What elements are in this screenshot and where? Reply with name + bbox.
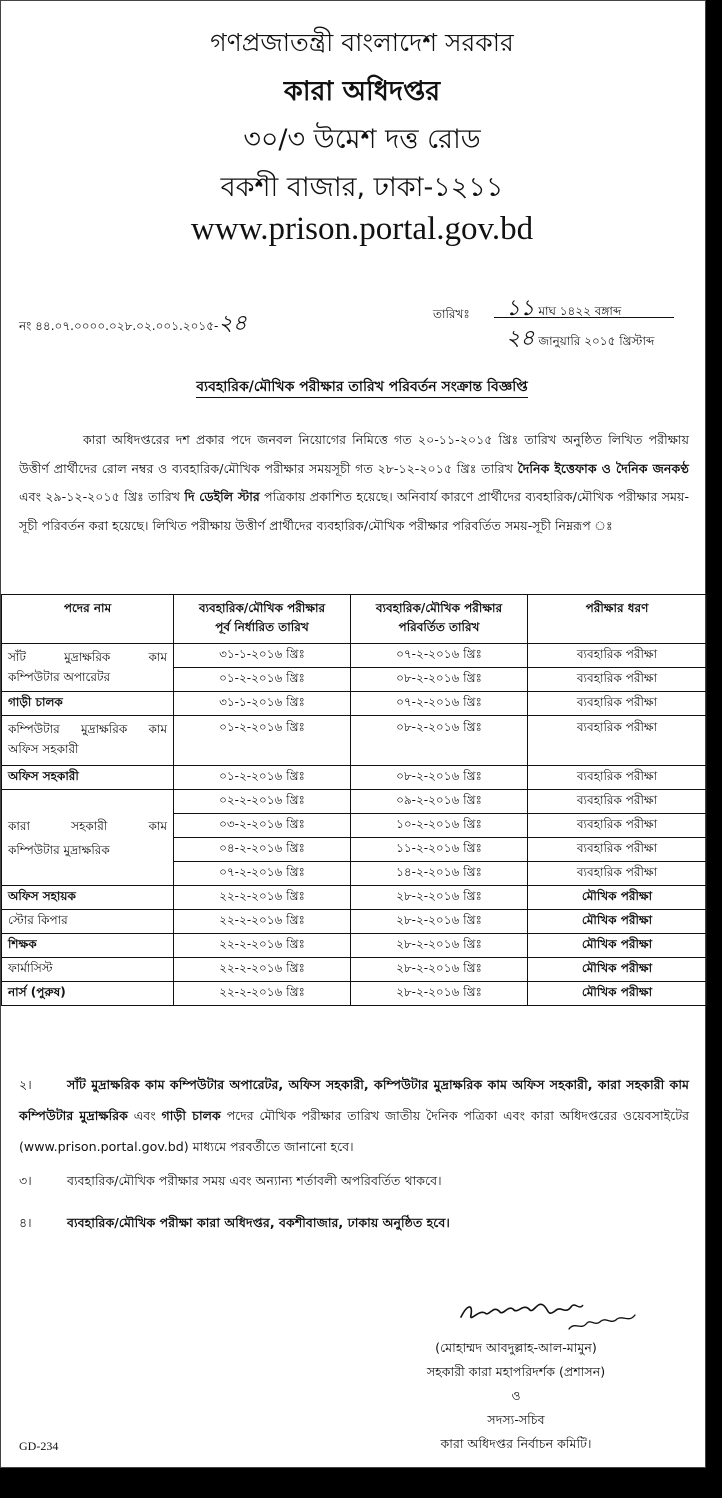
signatory-committee: কারা অধিদপ্তর নির্বাচন কমিটি। [440, 1436, 592, 1451]
table-row: নার্স (পুরুষ) ২২-২-২০১৬ খ্রিঃ ২৮-২-২০১৬ খ্রিঃ মৌখিক পরীক্ষা [2, 982, 707, 1006]
table-row: স্টোর কিপার ২২-২-২০১৬ খ্রিঃ ২৮-২-২০১৬ খ্রিঃ মৌখিক পরীক্ষা [2, 910, 707, 934]
intro-paragraph: কারা অধিদপ্তরের দশ প্রকার পদে জনবল নিয়োগের নিমিত্তে গত ২০-১১-২০১৫ খ্রিঃ তারিখ অনুষ্ঠিত লিখিত পরীক্ষায় উত্তীর্ণ প্রার্থীদের রোল নম্বর ও ব্যবহারিক/মৌখিক পরীক্ষার সময়সূচী গত ২৮-১২-২০১৫ খ্রিঃ তারিখ দৈনিক ইত্তেফাক ও দৈনিক জনকণ্ঠ এবং ২৯-১২-২০১৫ খ্রিঃ তারিখ দি ডেইলি স্টার পত্রিকায় প্রকাশিত হয়েছে। অনিবার্য কারণে প্রার্থীদের ব্যবহারিক/মৌখিক পরীক্ষার সময়-সূচী পরিবর্তন করা হয়েছে। লিখিত পরীক্ষায় উত্তীর্ণ প্রার্থীদের ব্যবহারিক/মৌখিক পরীক্ষার পরিবর্তিত সময়-সূচী নিম্নরূপ ঃ [19, 432, 689, 533]
paragraph-2: ২। সাঁট মুদ্রাক্ষরিক কাম কম্পিউটার অপারেটর, অফিস সহকারী, কম্পিউটার মুদ্রাক্ষরিক কাম অফিস সহকারী, কারা সহকারী কাম কম্পিউটার মুদ্রাক্ষরিক এবং গাড়ী চালক পদের মৌখিক পরীক্ষার তারিখ জাতীয় দৈনিক পত্রিকা এবং কারা অধিদপ্তরের ওয়েবসাইটের (www.prison.portal.gov.bd) মাধ্যমে পরবর্তীতে জানানো হবে। [19, 1077, 690, 1154]
table-row: ফার্মাসিস্ট ২২-২-২০১৬ খ্রিঃ ২৮-২-২০১৬ খ্রিঃ মৌখিক পরীক্ষা [2, 958, 707, 982]
memo-number-handwritten: ২৪ [218, 311, 247, 336]
signatory-designation: সহকারী কারা মহাপরিদর্শক (প্রশাসন) [426, 1364, 606, 1379]
address-line-2: বকশী বাজার, ঢাকা-১২১১ [220, 172, 504, 203]
table-row: ০৩-২-২০১৬ খ্রিঃ ১০-২-২০১৬ খ্রিঃ ব্যবহারিক পরীক্ষা [2, 814, 707, 838]
paragraph-4: ৪। ব্যবহারিক/মৌখিক পরীক্ষা কারা অধিদপ্তর, বকশীবাজার, ঢাকায় অনুষ্ঠিত হবে। [19, 1215, 450, 1230]
table-row: ০৭-২-২০১৬ খ্রিঃ ১৪-২-২০১৬ খ্রিঃ ব্যবহারিক পরীক্ষা [2, 862, 707, 886]
memo-number-prefix: নং ৪৪.০৭.০০০০.০২৮.০২.০০১.২০১৫- [19, 319, 219, 333]
signature-mark [453, 1287, 653, 1339]
schedule-table [1, 594, 707, 1006]
notice-subject: ব্যবহারিক/মৌখিক পরীক্ষার তারিখ পরিবর্তন সংক্রান্ত বিজ্ঞপ্তি [1, 375, 722, 399]
table-row: সাঁট মুদ্রাক্ষরিক কাম কম্পিউটার অপারেটর ৩১-১-২০১৬ খ্রিঃ ০৭-২-২০১৬ খ্রিঃ ব্যবহারিক পরীক্ষা [2, 644, 707, 668]
signatory-and: ও [511, 1388, 521, 1403]
table-row: ০৪-২-২০১৬ খ্রিঃ ১১-২-২০১৬ খ্রিঃ ব্যবহারিক পরীক্ষা [2, 838, 707, 862]
header-exam-type: পরীক্ষার ধরণ [528, 595, 707, 644]
website-url[interactable]: www.prison.portal.gov.bd [190, 211, 534, 247]
date-label: তারিখঃ [433, 307, 470, 321]
date-divider [494, 317, 674, 318]
date-english-rest: জানুয়ারি ২০১৫ খ্রিস্টাব্দ [538, 334, 655, 348]
signature-block [391, 1336, 641, 1456]
table-header-row [2, 595, 707, 644]
memo-number [19, 306, 247, 343]
table-row: শিক্ষক ২২-২-২০১৬ খ্রিঃ ২৮-২-২০১৬ খ্রিঃ মৌখিক পরীক্ষা [2, 934, 707, 958]
govt-title: গণপ্রজাতন্ত্রী বাংলাদেশ সরকার [210, 28, 514, 57]
table-row: কম্পিউটার মুদ্রাক্ষরিক কাম অফিস সহকারী ০১-২-২০১৬ খ্রিঃ ০৮-২-২০১৬ খ্রিঃ ব্যবহারিক পরীক্ষা [2, 716, 707, 766]
header-new-date: ব্যবহারিক/মৌখিক পরীক্ষার পরিবর্তিত তারিখ [351, 595, 528, 644]
table-row: অফিস সহকারী ০১-২-২০১৬ খ্রিঃ ০৮-২-২০১৬ খ্রিঃ ব্যবহারিক পরীক্ষা [2, 766, 707, 790]
signatory-name: (মোহাম্মদ আবদুল্লাহ-আল-মামুন) [435, 1340, 597, 1355]
date-bangla-rest: মাঘ ১৪২২ বঙ্গাব্দ [538, 304, 622, 318]
footer-code: GD-234 [19, 1439, 59, 1453]
header-post: পদের নাম [2, 595, 174, 644]
post-cell: কম্পিউটার মুদ্রাক্ষরিক কাম অফিস সহকারী [2, 716, 174, 766]
post-cell: সাঁট মুদ্রাক্ষরিক কাম কম্পিউটার অপারেটর [2, 644, 174, 692]
paragraph-3: ৩। ব্যবহারিক/মৌখিক পরীক্ষার সময় এবং অন্যান্য শর্তাবলী অপরিবর্তিত থাকবে। [19, 1173, 442, 1188]
address-line-1: ৩০/৩ উমেশ দত্ত রোড [243, 124, 481, 155]
table-row: অফিস সহায়ক ২২-২-২০১৬ খ্রিঃ ২৮-২-২০১৬ খ্রিঃ মৌখিক পরীক্ষা [2, 886, 707, 910]
date-english-handwritten: ২৪ [506, 326, 535, 351]
table-row: কারা সহকারী কাম কম্পিউটার মুদ্রাক্ষরিক ০২-২-২০১৬ খ্রিঃ ০৯-২-২০১৬ খ্রিঃ ব্যবহারিক পরীক্ষা [2, 790, 707, 814]
table-row: গাড়ী চালক ৩১-১-২০১৬ খ্রিঃ ০৭-২-২০১৬ খ্রিঃ ব্যবহারিক পরীক্ষা [2, 692, 707, 716]
header-old-date: ব্যবহারিক/মৌখিক পরীক্ষার পূর্ব নির্ধারিত তারিখ [174, 595, 351, 644]
department-title: কারা অধিদপ্তর [283, 76, 441, 107]
date-bangla-handwritten: ১১ [506, 296, 535, 321]
table-row: ০১-২-২০১৬ খ্রিঃ ০৮-২-২০১৬ খ্রিঃ ব্যবহারিক পরীক্ষা [2, 668, 707, 692]
post-cell: কারা সহকারী কাম কম্পিউটার মুদ্রাক্ষরিক [2, 790, 174, 886]
date-english [506, 321, 654, 358]
signatory-role: সদস্য-সচিব [487, 1412, 545, 1427]
